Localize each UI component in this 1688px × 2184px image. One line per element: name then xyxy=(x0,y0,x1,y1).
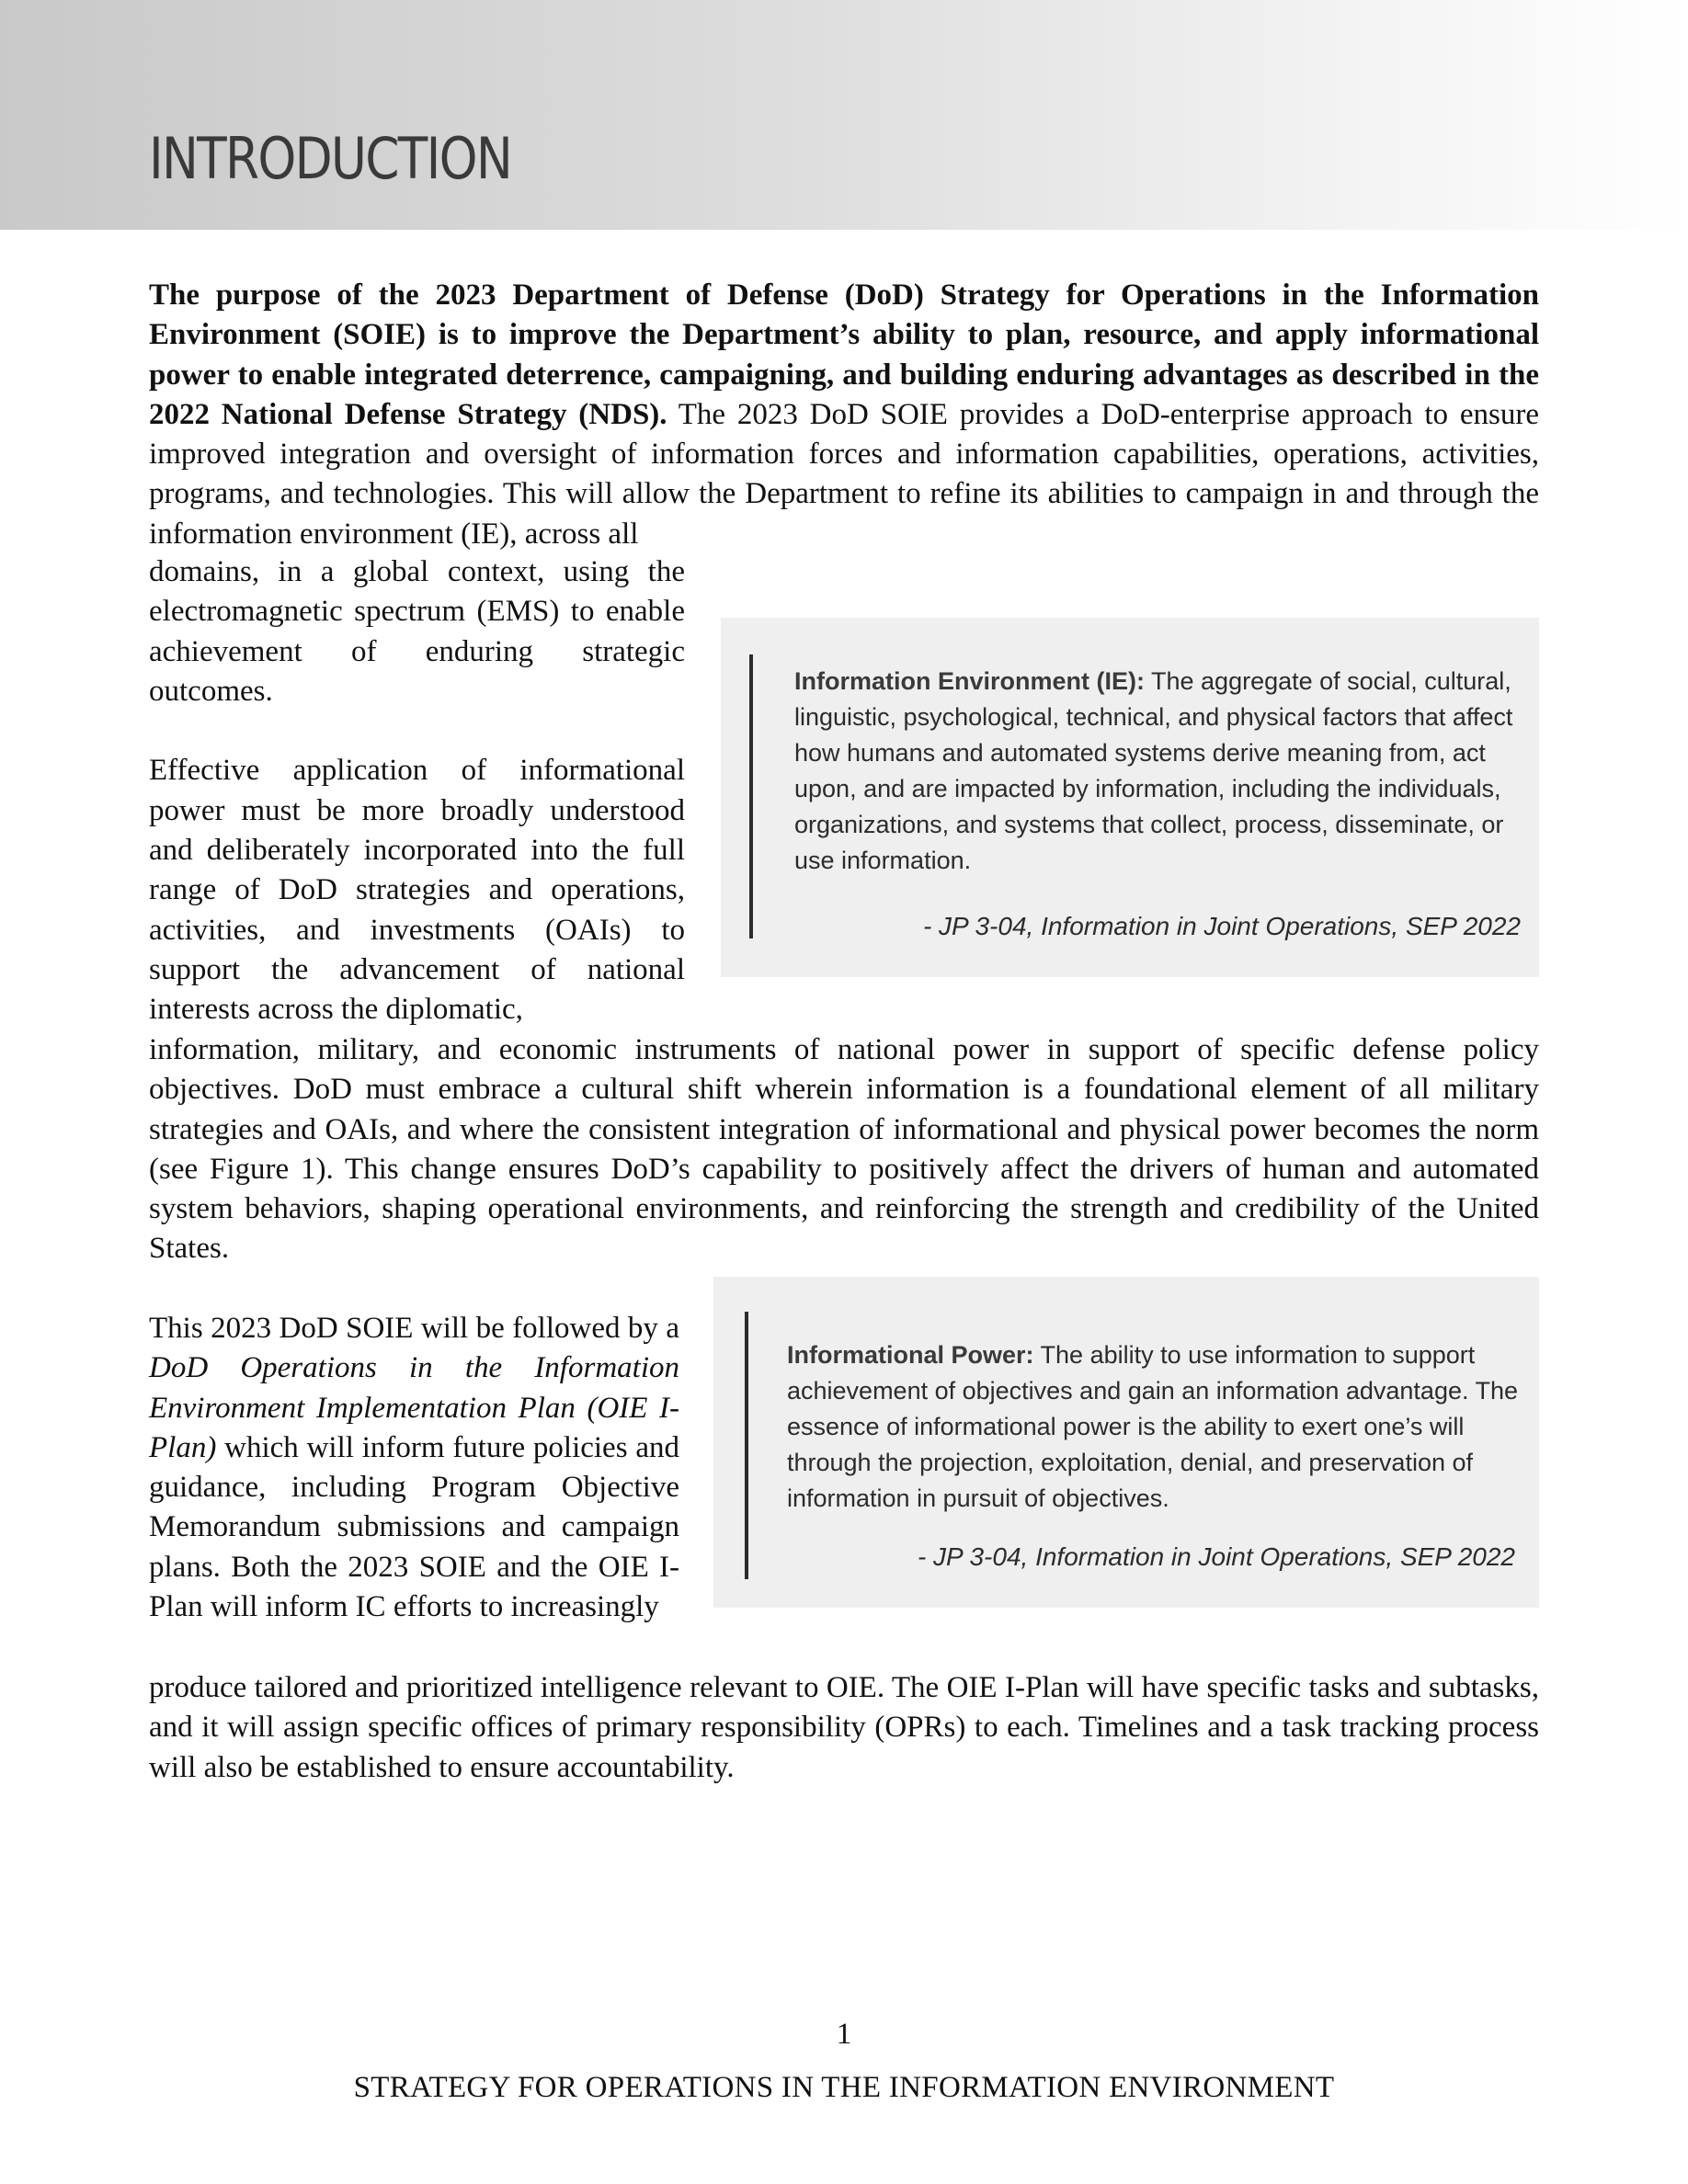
callout-definition: The aggregate of social, cultural, linguistic, psychological, technical, and physical factors that affect how humans and automated systems derive meaning from, act upon, and are impacted by information, including the individuals, organizations, and systems that collect, process, disseminate, or use information. xyxy=(794,667,1513,874)
page-title: INTRODUCTION xyxy=(149,125,512,192)
definition-callout-informational-power xyxy=(713,1277,1539,1608)
intro-bold-lead: The purpose of the 2023 Department of Defense (DoD) Strategy for Operations in the Information Environment (SOIE) is to improve the Department’s ability to plan, resource, and apply informational power to enable integrated deterrence, campaigning, and building enduring advantages as described in the 2022 National Defense Strategy (NDS). xyxy=(149,279,1539,431)
callout-divider xyxy=(745,1312,748,1579)
callout-definition: The ability to use information to support achievement of objectives and gain an information advantage. The essence of informational power is the ability to exert one’s will through the projection, exploitation, denial, and preservation of information in pursuit of objectives. xyxy=(787,1341,1519,1512)
callout-source: - JP 3-04, Information in Joint Operations, SEP 2022 xyxy=(917,1542,1515,1571)
paragraph-3-lead: This 2023 DoD SOIE will be followed by a xyxy=(149,1312,679,1345)
callout-divider xyxy=(749,654,753,938)
callout-text xyxy=(787,1337,1523,1517)
header-banner xyxy=(0,0,1688,230)
callout-term: Informational Power: xyxy=(787,1341,1034,1369)
paragraph-3-rest: produce tailored and prioritized intelligence relevant to OIE. The OIE I-Plan will have specific tasks and subtasks, and it will assign specific offices of primary responsibility (OPRs) to each. Timelines and a task tracking process will also be established to ensure accountability. xyxy=(149,1671,1539,1784)
paragraph-2-rest: information, military, and economic instruments of national power in support of specific defense policy objectives. DoD must embrace a cultural shift wherein information is a foundational element of all military strategies and OAIs, and where the consistent integration of informational and physical power becomes the norm (see Figure 1). This change ensures DoD’s capability to positively affect the drivers of human and automated system behaviors, shaping operational environments, and reinforcing the strength and credibility of the United States. xyxy=(149,1033,1539,1266)
paragraph-3-start xyxy=(149,1309,679,1627)
footer-title: STRATEGY FOR OPERATIONS IN THE INFORMATION ENVIRONMENT xyxy=(353,2071,1335,2104)
paragraph-1-tail: domains, in a global context, using the electromagnetic spectrum (EMS) to enable achievement of enduring strategic outcomes. xyxy=(149,555,685,708)
intro-rest: The 2023 DoD SOIE provides a DoD-enterprise approach to ensure improved integration and oversight of information forces and information capabilities, operations, activities, programs, and technologies. This will allow the Department to refine its abilities to campaign in and through the information environment (IE), across all xyxy=(149,397,1539,551)
oie-iplan-title: DoD Operations in the Information Environment Implementation Plan (OIE I-Plan) xyxy=(149,1351,679,1464)
column-text-2 xyxy=(149,1309,679,1627)
definition-callout-ie xyxy=(721,618,1539,977)
callout-text xyxy=(794,664,1521,879)
paragraph-2-start: Effective application of informational power must be more broadly understood and deliberately incorporated into the full range of DoD strategies and operations, activities, and investments (OAIs) to support the advancement of national interests across the diplomatic, xyxy=(149,754,685,1027)
callout-source: - JP 3-04, Information in Joint Operations, SEP 2022 xyxy=(922,912,1521,940)
column-text-1 xyxy=(149,552,685,1030)
paragraph-3-after: which will inform future policies and guidance, including Program Objective Memorandum submissions and campaign plans. Both the 2023 SOIE and the OIE I-Plan will inform IC efforts to increasingly xyxy=(149,1430,679,1624)
intro-paragraph xyxy=(149,276,1539,554)
callout-term: Information Environment (IE): xyxy=(794,667,1145,695)
page-number: 1 xyxy=(836,2018,852,2051)
